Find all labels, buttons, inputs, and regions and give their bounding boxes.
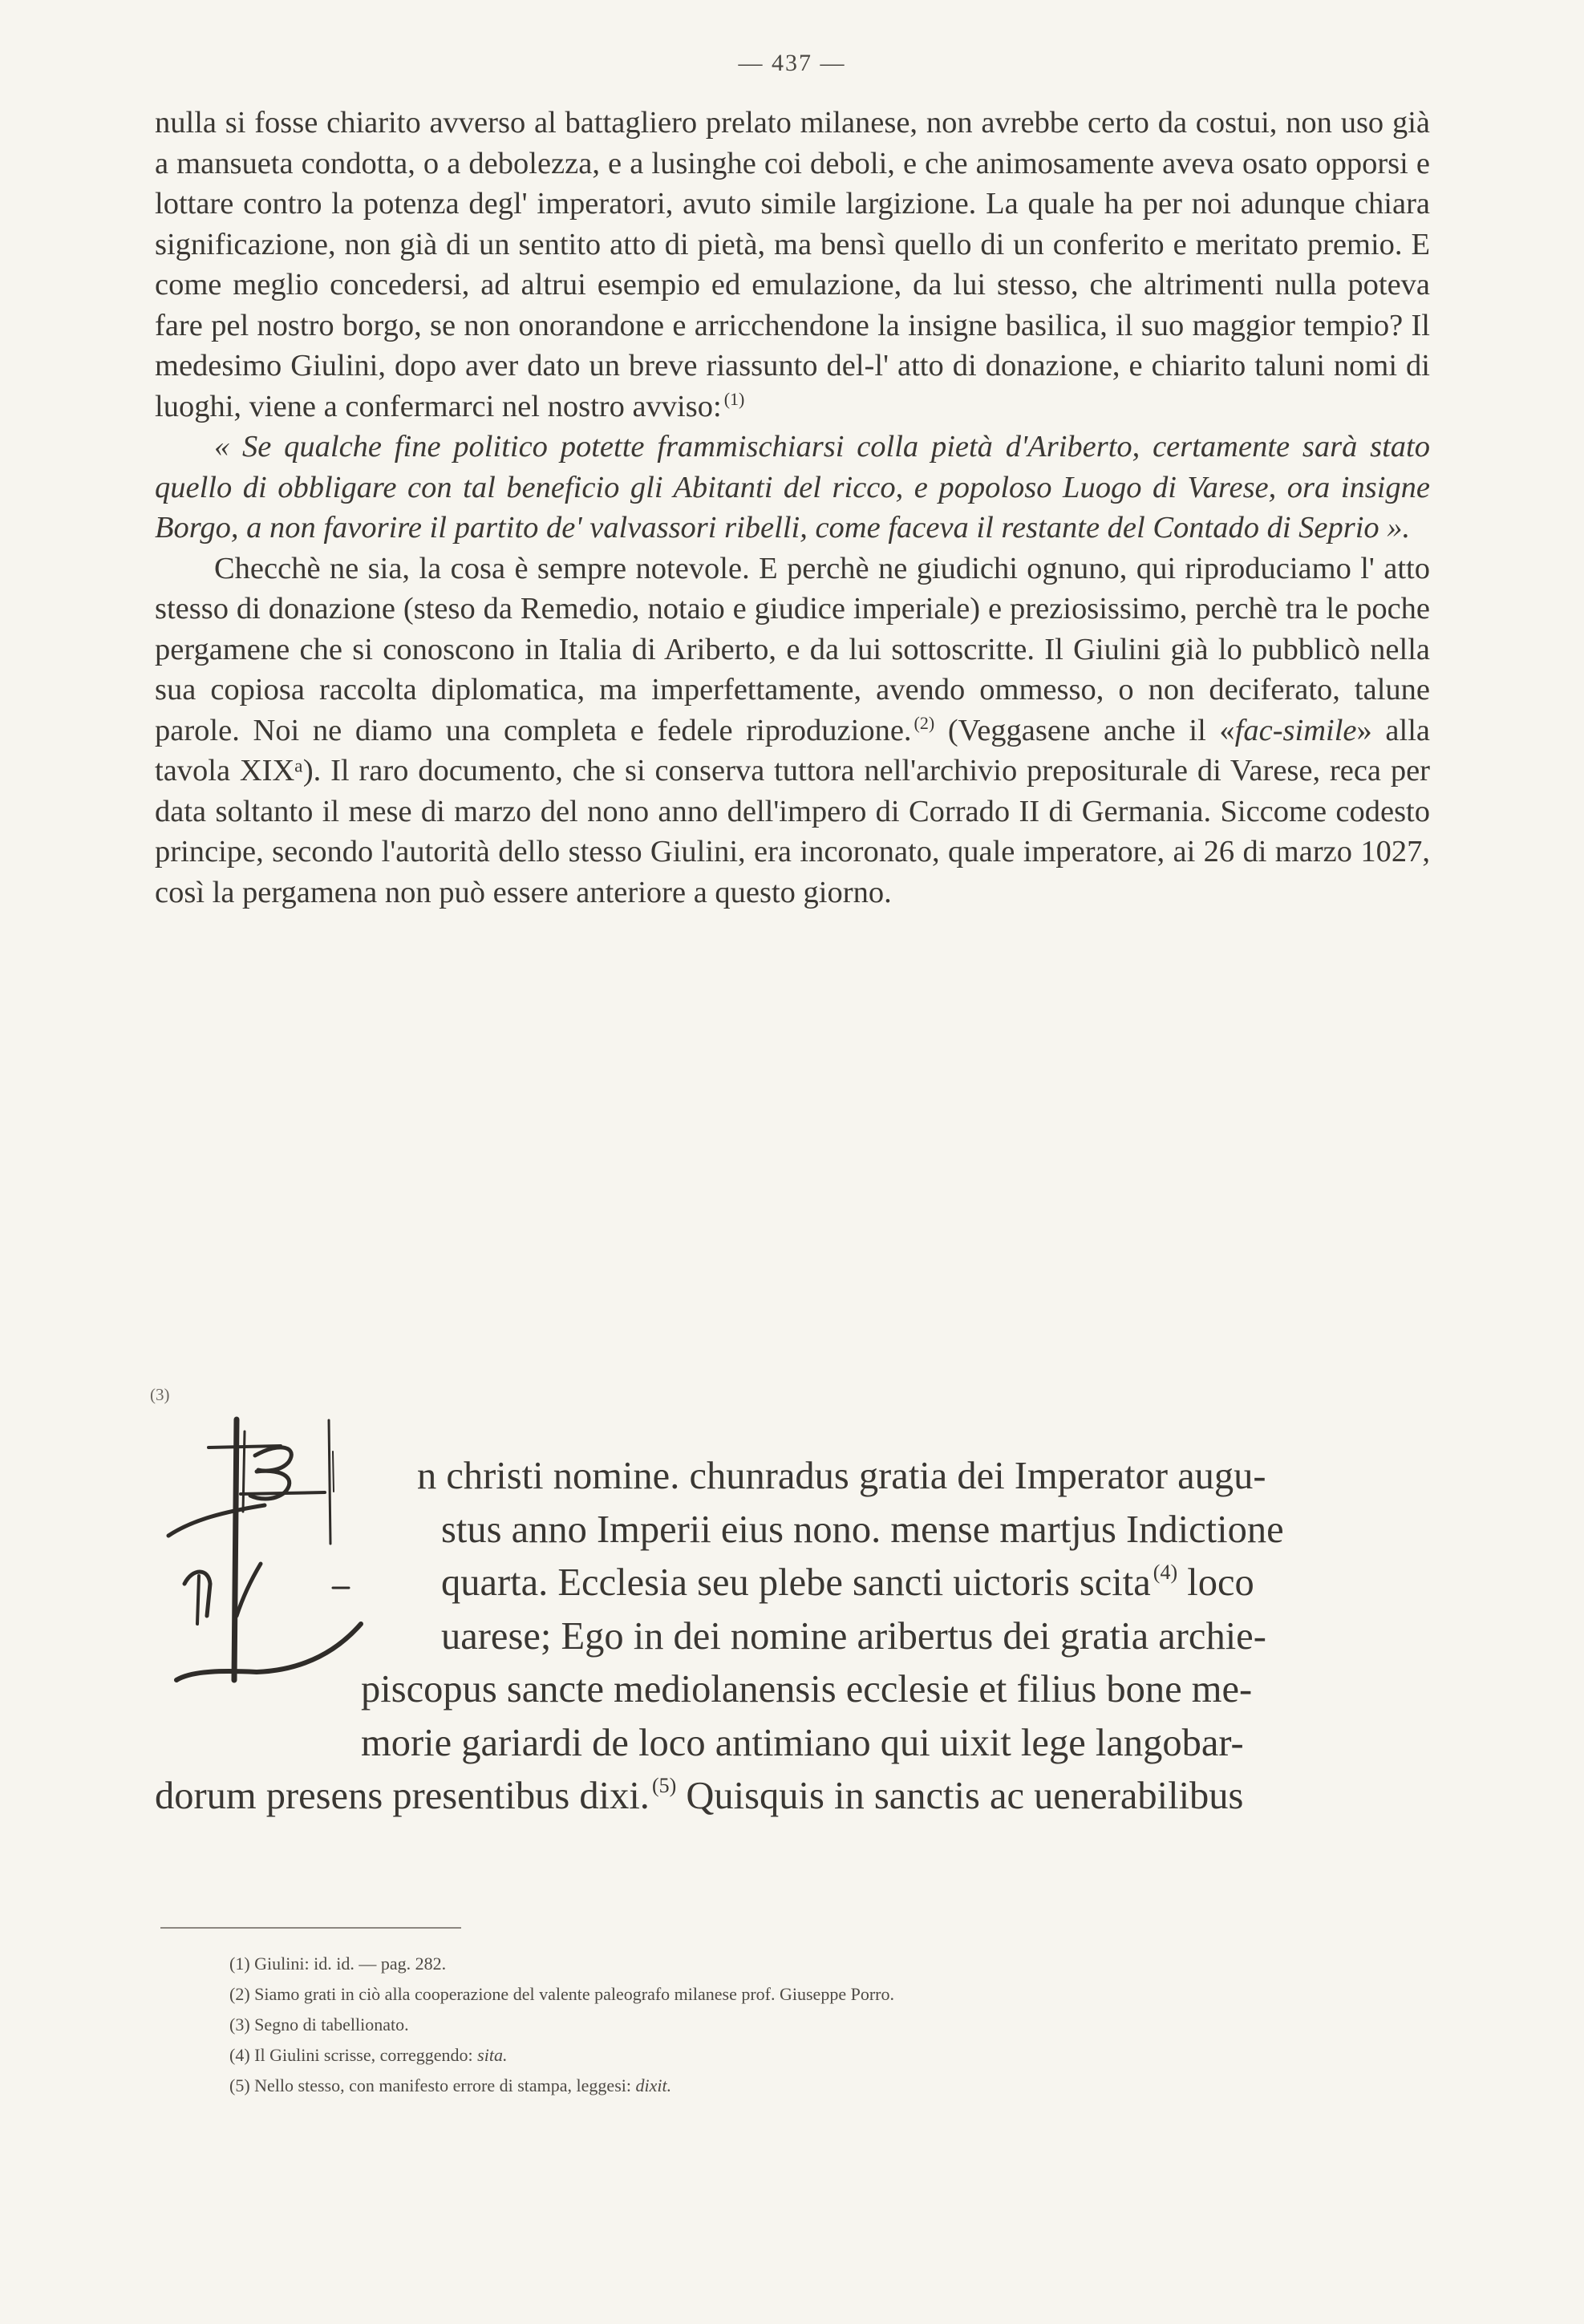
footnote-number: (5) <box>229 2075 250 2095</box>
charter-line-text: morie gariardi de loco antimiano qui uixit lege langobar- <box>361 1721 1244 1764</box>
footnote-number: (3) <box>229 2014 250 2035</box>
footnote <box>229 1979 1272 2010</box>
footnote-divider <box>160 1927 461 1929</box>
charter-text <box>155 1450 1436 1824</box>
notary-mark-note: (3) <box>150 1385 170 1404</box>
paragraph-2-text-b: (Veggasene anche il « <box>947 713 1235 747</box>
charter-line-text: uarese; Ego in dei nomine aribertus dei gratia archie- <box>441 1614 1266 1658</box>
footnote-ref-2: (2) <box>914 712 935 733</box>
footnote-text: Nello stesso, con manifesto errore di stampa, leggesi: <box>254 2075 631 2095</box>
charter-line <box>155 1504 1436 1557</box>
charter-line <box>155 1610 1436 1664</box>
footnote-italic: dixit. <box>635 2075 672 2095</box>
footnote-number: (2) <box>229 1984 250 2004</box>
charter-line <box>155 1557 1436 1610</box>
footnote-text: Segno di tabellionato. <box>254 2014 409 2035</box>
footnote-text: Giulini: id. id. — pag. 282. <box>254 1954 447 1974</box>
charter-line <box>155 1770 1436 1824</box>
footnote <box>229 1949 1272 1979</box>
footnote-italic: sita. <box>477 2045 508 2065</box>
paragraph-1 <box>155 103 1430 427</box>
quotation: « Se qualche fine politico potette frammischiarsi colla pietà d'Ariberto, certamente sarà stato quello di obbligare con tal beneficio gli Abitanti del ricco, e popoloso Luogo di Varese, ora insigne Borgo, a non favorire il partito de' valvassori ribelli, come faceva il restante del Contado di Seprio ». <box>155 430 1430 545</box>
charter-line-text: stus anno Imperii eius nono. mense martjus Indictione <box>441 1508 1284 1551</box>
paragraph-2-text-a: Checchè ne sia, la cosa è sempre notevole. E perchè ne giudichi ognuno, qui riproduciamo l' atto stesso di donazione (steso da Remedio, notaio e giudice imperiale) e preziosissimo, perchè tra le poche pergamene che si conoscono in Italia di Ariberto, e da lui sottoscritte. Il Giulini già lo pubblicò nella sua copiosa raccolta diplomatica, ma imperfettamente, avendo ommesso, o non deciferato, talune parole. Noi ne diamo una completa e fedele riproduzione. <box>155 551 1430 747</box>
charter-line <box>155 1717 1436 1771</box>
footnote-text: Il Giulini scrisse, correggendo: <box>254 2045 473 2065</box>
paragraph-2-text-c: » alla tavola XIXᵃ). Il raro documento, che si conserva tuttora nell'archivio prepositurale di Varese, reca per data soltanto il mese di marzo del nono anno dell'impero di Corrado II di Germania. Siccome codesto principe, secondo l'autorità dello stesso Giulini, era incoronato, quale imperatore, ai 26 di marzo 1027, così la pergamena non può essere anteriore a questo giorno. <box>155 713 1430 909</box>
charter-line-text <box>155 1770 1243 1824</box>
footnote <box>229 2071 1272 2101</box>
footnote-ref-1: (1) <box>723 388 745 409</box>
footnotes <box>229 1949 1272 2101</box>
footnote-number: (1) <box>229 1954 250 1974</box>
charter-line-text-part: quarta. Ecclesia seu plebe sancti uictoris scita <box>441 1561 1151 1604</box>
body-text <box>155 103 1430 913</box>
footnote-text: Siamo grati in ciò alla cooperazione del valente paleografo milanese prof. Giuseppe Porro. <box>254 1984 894 2004</box>
charter-line-text-part: loco <box>1177 1561 1254 1604</box>
facsimile-term: fac-simile <box>1234 713 1357 747</box>
page-number: — 437 — <box>738 50 846 76</box>
footnote-ref-4: (4) <box>1153 1561 1178 1584</box>
footnote-ref-5: (5) <box>651 1774 677 1797</box>
paragraph-2 <box>155 549 1430 913</box>
footnote <box>229 2010 1272 2040</box>
charter-line-text-part: dorum presens presentibus dixi. <box>155 1775 650 1817</box>
charter-line-text: piscopus sancte mediolanensis ecclesie et filius bone me- <box>361 1668 1253 1711</box>
charter-line-text: n christi nomine. chunradus gratia dei Imperator augu- <box>417 1455 1266 1497</box>
charter-line-text <box>441 1557 1254 1610</box>
charter-line <box>155 1663 1436 1717</box>
footnote-number: (4) <box>229 2045 250 2065</box>
charter-line-text-part: Quisquis in sanctis ac uenerabilibus <box>676 1775 1244 1817</box>
footnote <box>229 2040 1272 2071</box>
paragraph-1-text: nulla si fosse chiarito avverso al battagliero prelato milanese, non avrebbe certo da costui, non uso già a mansueta condotta, o a debolezza, e a lusinghe coi deboli, e che animosamente aveva osato opporsi e lottare contro la potenza degl' imperatori, avuto simile largizione. La quale ha per noi adunque chiara significazione, non già di un sentito atto di pietà, ma bensì quello di un conferito e meritato premio. E come meglio concedersi, ad altrui esempio ed emulazione, da lui stesso, che altrimenti nulla poteva fare pel nostro borgo, se non onorandone e arricchendone la insigne basilica, il suo maggior tempio? Il medesimo Giulini, dopo aver dato un breve riassunto del-l' atto di donazione, e chiarito taluni nomi di luoghi, viene a confermarci nel nostro avviso: <box>155 106 1430 423</box>
charter-line <box>155 1450 1436 1504</box>
